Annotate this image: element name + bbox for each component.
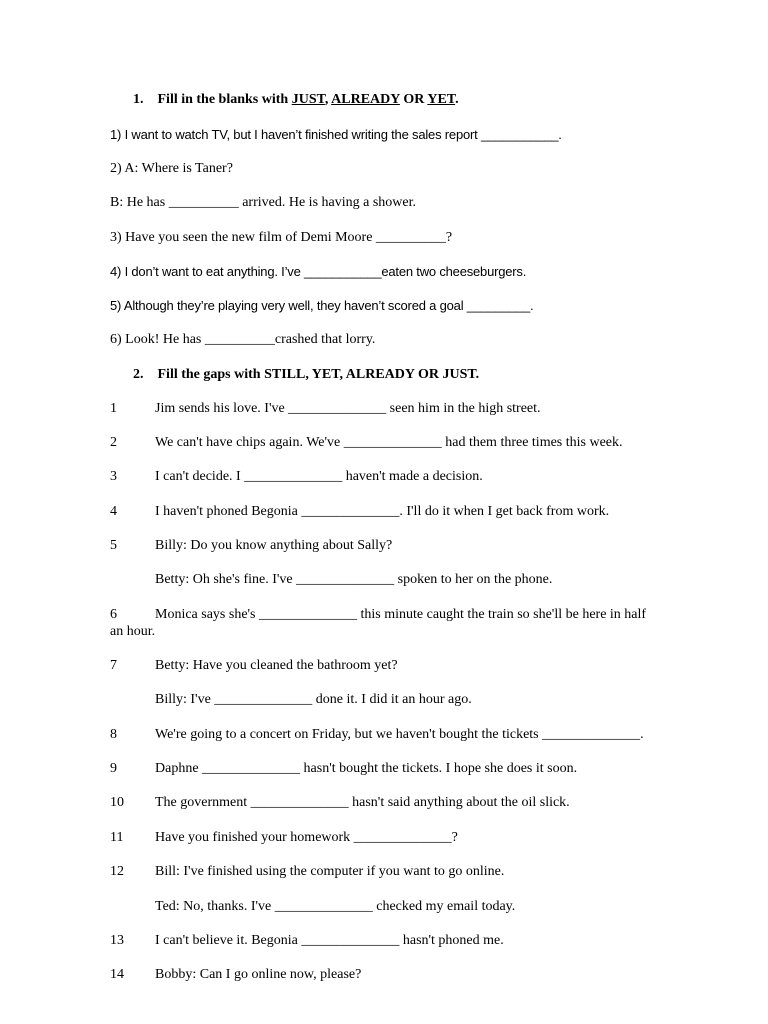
section1-title-prefix: Fill in the blanks with bbox=[157, 92, 292, 107]
section1-heading bbox=[133, 92, 459, 108]
s1-item-5: 5) Although they’re playing very well, they haven’t scored a goal _________. bbox=[110, 298, 534, 313]
item-text: We can't have chips again. We've ______________ had them three times this week. bbox=[155, 435, 623, 450]
keyword-already: ALREADY bbox=[331, 92, 400, 107]
item-number: 7 bbox=[110, 658, 117, 673]
section2-number: 2. bbox=[133, 367, 144, 382]
s1-item-3: 3) Have you seen the new film of Demi Moore __________? bbox=[110, 230, 453, 245]
item-text: Betty: Oh she's fine. I've ______________ spoken to her on the phone. bbox=[155, 572, 553, 587]
item-number: 12 bbox=[110, 864, 124, 879]
item-text: Billy: I've ______________ done it. I did it an hour ago. bbox=[155, 692, 472, 707]
item-number: 4 bbox=[110, 504, 117, 519]
item-text: Bobby: Can I go online now, please? bbox=[155, 967, 362, 982]
item-text: I can't believe it. Begonia ______________ hasn't phoned me. bbox=[155, 933, 504, 948]
item-text: Ted: No, thanks. I've ______________ checked my email today. bbox=[155, 899, 516, 914]
item-number: 1 bbox=[110, 401, 117, 416]
s1-item-2: 2) A: Where is Taner? bbox=[110, 161, 233, 176]
item-number: 8 bbox=[110, 727, 117, 742]
item-number: 14 bbox=[110, 967, 124, 982]
s1-item-6: 6) Look! He has __________crashed that lorry. bbox=[110, 332, 376, 347]
item-text: Jim sends his love. I've ______________ seen him in the high street. bbox=[155, 401, 541, 416]
item-text: Have you finished your homework ______________? bbox=[155, 830, 458, 845]
separator: , bbox=[324, 92, 332, 107]
item-number: 6 bbox=[110, 607, 117, 622]
item-text: The government ______________ hasn't said anything about the oil slick. bbox=[155, 795, 570, 810]
separator: OR bbox=[399, 92, 428, 107]
period: . bbox=[455, 92, 459, 107]
item-number: 5 bbox=[110, 538, 117, 553]
section2-title: Fill the gaps with STILL, YET, ALREADY OR JUST. bbox=[157, 367, 480, 382]
keyword-just: JUST bbox=[291, 92, 325, 107]
item-text: Monica says she's ______________ this minute caught the train so she'll be here in half bbox=[155, 607, 647, 622]
item-text: Daphne ______________ hasn't bought the tickets. I hope she does it soon. bbox=[155, 761, 578, 776]
item-text: Bill: I've finished using the computer if you want to go online. bbox=[155, 864, 505, 879]
item-number: 3 bbox=[110, 469, 117, 484]
item-number: 11 bbox=[110, 830, 124, 845]
item-text: Betty: Have you cleaned the bathroom yet? bbox=[155, 658, 398, 673]
item-number: 13 bbox=[110, 933, 124, 948]
section2-heading bbox=[133, 367, 479, 383]
item-text: We're going to a concert on Friday, but we haven't bought the tickets ______________. bbox=[155, 727, 644, 742]
s1-item-1: 1) I want to watch TV, but I haven’t finished writing the sales report ___________. bbox=[110, 127, 562, 142]
item-text-continued: an hour. bbox=[110, 624, 156, 639]
keyword-yet: YET bbox=[427, 92, 456, 107]
item-number: 10 bbox=[110, 795, 124, 810]
item-number: 9 bbox=[110, 761, 117, 776]
item-text: I haven't phoned Begonia ______________. I'll do it when I get back from work. bbox=[155, 504, 610, 519]
s1-item-4: 4) I don’t want to eat anything. I’ve ___________eaten two cheeseburgers. bbox=[110, 264, 527, 279]
item-number: 2 bbox=[110, 435, 117, 450]
item-text: I can't decide. I ______________ haven't made a decision. bbox=[155, 469, 483, 484]
section1-number: 1. bbox=[133, 92, 144, 107]
s1-item-2b: B: He has __________ arrived. He is having a shower. bbox=[110, 195, 416, 210]
item-text: Billy: Do you know anything about Sally? bbox=[155, 538, 393, 553]
